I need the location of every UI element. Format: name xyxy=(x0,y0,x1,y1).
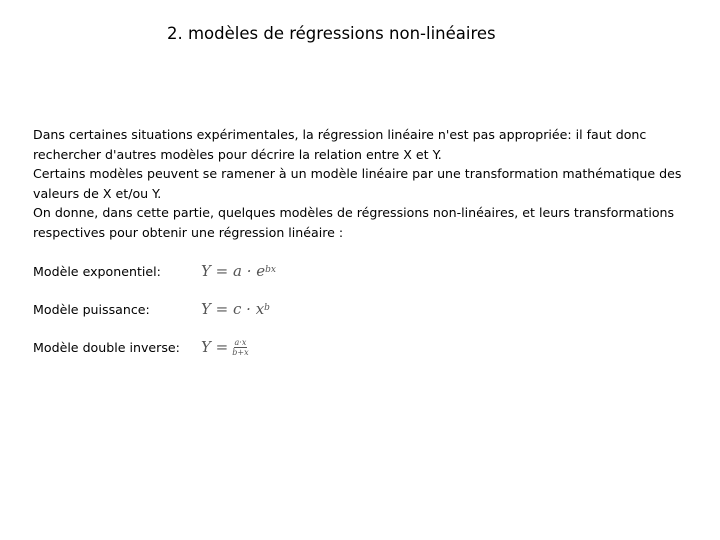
model-power-label: Modèle puissance: xyxy=(33,301,150,317)
formula-fraction xyxy=(232,338,248,357)
model-double-inverse-formula xyxy=(201,338,249,357)
model-double-inverse xyxy=(33,336,333,358)
formula-exponential-lhs: Y = a · e xyxy=(201,262,266,280)
formula-numerator: a·x xyxy=(234,337,247,347)
formula-double-inverse-lhs: Y = xyxy=(201,338,229,356)
paragraph-transformation: Certains modèles peuvent se ramener à un modèle linéaire par une transformation mathématique des valeurs de X et/ou Y. xyxy=(33,166,682,201)
slide-title: 2. modèles de régressions non-linéaires xyxy=(167,24,496,43)
formula-exponential-exponent: bx xyxy=(265,265,276,275)
paragraph-intro: Dans certaines situations expérimentales, la régression linéaire n'est pas appropriée: il faut donc rechercher d'autres modèles pour décrire la relation entre X et Y. xyxy=(33,127,647,162)
model-double-inverse-label: Modèle double inverse: xyxy=(33,339,180,355)
formula-denominator: b+x xyxy=(232,347,249,357)
body-text xyxy=(33,125,683,243)
model-exponential-formula xyxy=(201,262,276,280)
paragraph-models: On donne, dans cette partie, quelques modèles de régressions non-linéaires, et leurs transformations respectives pour obtenir une régression linéaire : xyxy=(33,205,675,240)
formula-power-exponent: b xyxy=(264,303,270,313)
model-power-formula xyxy=(201,300,270,318)
formula-power-lhs: Y = c · x xyxy=(201,300,265,318)
model-power xyxy=(33,298,333,320)
model-exponential-label: Modèle exponentiel: xyxy=(33,263,161,279)
model-exponential xyxy=(33,260,333,282)
